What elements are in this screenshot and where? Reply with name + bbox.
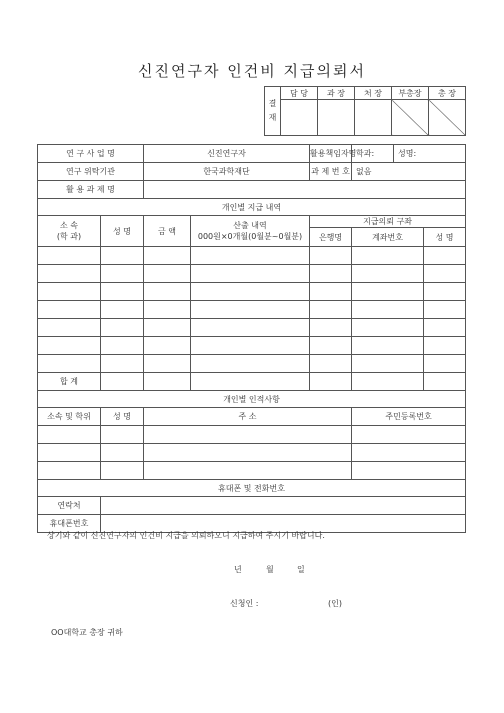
approval-sign-vice-president: [392, 100, 429, 136]
cell[interactable]: [352, 301, 424, 319]
request-statement: 상기와 같이 신진연구자의 인건비 지급을 의뢰하오니 지급하여 주시기 바랍니다.: [47, 531, 325, 540]
cell[interactable]: [144, 444, 352, 462]
cell[interactable]: [352, 247, 424, 265]
cell[interactable]: [191, 265, 310, 283]
affiliation-label: 소 속: [60, 221, 78, 230]
cell[interactable]: [352, 337, 424, 355]
cell[interactable]: [144, 426, 352, 444]
cell[interactable]: [424, 283, 466, 301]
cell[interactable]: [191, 301, 310, 319]
mobile-label: 휴대폰번호: [38, 515, 101, 533]
personal-row: [38, 462, 466, 480]
account-no-header: 계좌번호: [352, 228, 424, 247]
cell[interactable]: [101, 283, 144, 301]
bank-header: 은행명: [310, 228, 352, 247]
cell[interactable]: [310, 319, 352, 337]
approval-role-president: 총 장: [429, 87, 466, 100]
cell[interactable]: [101, 301, 144, 319]
cell[interactable]: [191, 337, 310, 355]
cell[interactable]: [310, 301, 352, 319]
cell[interactable]: [101, 337, 144, 355]
cell[interactable]: [352, 283, 424, 301]
personal-name-header: 성 명: [101, 408, 144, 426]
cell[interactable]: [310, 355, 352, 373]
cell[interactable]: [101, 426, 144, 444]
cell[interactable]: [191, 283, 310, 301]
payment-row: [38, 337, 466, 355]
account-group-header: 지급의뢰 구좌: [310, 216, 466, 228]
project-name-label: 연 구 사 업 명: [38, 145, 144, 163]
cell[interactable]: [38, 355, 101, 373]
cell[interactable]: [424, 247, 466, 265]
cell[interactable]: [191, 373, 310, 391]
cell[interactable]: [144, 319, 191, 337]
cell[interactable]: [38, 462, 101, 480]
project-name-value[interactable]: 신진연구자: [144, 145, 310, 163]
phone-field[interactable]: [101, 497, 466, 515]
cell[interactable]: [38, 247, 101, 265]
cell[interactable]: [310, 247, 352, 265]
cell[interactable]: [101, 373, 144, 391]
addressee: OO대학교 총장 귀하: [51, 628, 123, 637]
cell[interactable]: [352, 355, 424, 373]
calc-formula: 000원×0개월(0월분~0월분): [197, 232, 303, 241]
cell[interactable]: [352, 265, 424, 283]
cell[interactable]: [38, 444, 101, 462]
cell[interactable]: [424, 265, 466, 283]
cell[interactable]: [144, 337, 191, 355]
approval-sign-president: [429, 100, 466, 136]
cell[interactable]: [38, 301, 101, 319]
total-label: 합 계: [38, 373, 101, 391]
approval-role-vice-president: 부총장: [392, 87, 429, 100]
approval-sign-staff[interactable]: [281, 100, 318, 136]
agency-label: 연구 위탁기관: [38, 163, 144, 181]
cell[interactable]: [424, 319, 466, 337]
manager-name-field[interactable]: 성명:: [394, 145, 466, 163]
applicant-label: 신청인 :: [230, 599, 259, 608]
cell[interactable]: [101, 319, 144, 337]
payment-row: [38, 319, 466, 337]
approval-role-director: 처 장: [355, 87, 392, 100]
address-header: 주 소: [144, 408, 352, 426]
payment-row: [38, 355, 466, 373]
cell[interactable]: [310, 265, 352, 283]
payment-row: [38, 283, 466, 301]
cell[interactable]: [101, 265, 144, 283]
payment-row: [38, 265, 466, 283]
cell[interactable]: [352, 373, 424, 391]
task-name-label: 활 용 과 제 명: [38, 181, 144, 199]
cell[interactable]: [38, 426, 101, 444]
affiliation-sub-label: (학 과): [56, 232, 82, 241]
payment-calc-header: [191, 216, 310, 247]
cell[interactable]: [38, 319, 101, 337]
total-row: [38, 373, 466, 391]
payment-row: [38, 301, 466, 319]
task-no-value[interactable]: 없음: [352, 163, 466, 181]
cell[interactable]: [310, 283, 352, 301]
request-form: [37, 144, 466, 533]
cell[interactable]: [352, 444, 466, 462]
manager-label: 활용책임자명: [310, 145, 352, 163]
approval-sign-director[interactable]: [355, 100, 392, 136]
date-month-label: 월: [266, 565, 274, 574]
approval-role-staff: 담 당: [281, 87, 318, 100]
cell[interactable]: [101, 444, 144, 462]
cell[interactable]: [144, 283, 191, 301]
payment-row: [38, 247, 466, 265]
cell[interactable]: [310, 337, 352, 355]
cell[interactable]: [191, 319, 310, 337]
cell[interactable]: [144, 462, 352, 480]
payment-affiliation-header: [38, 216, 101, 247]
cell[interactable]: [352, 426, 466, 444]
payment-amount-header: 금 액: [144, 216, 191, 247]
task-no-label: 과 제 번 호: [310, 163, 352, 181]
cell[interactable]: [101, 462, 144, 480]
cell[interactable]: [424, 301, 466, 319]
personal-row: [38, 426, 466, 444]
cell[interactable]: [352, 319, 424, 337]
payment-section-title: 개인별 지급 내역: [38, 199, 466, 216]
date-day-label: 일: [297, 565, 305, 574]
calc-label: 산출 내역: [233, 221, 267, 230]
personal-row: [38, 444, 466, 462]
cell[interactable]: [101, 355, 144, 373]
date-year-label: 년: [234, 565, 242, 574]
cell[interactable]: [144, 355, 191, 373]
cell[interactable]: [352, 462, 466, 480]
cell[interactable]: [310, 373, 352, 391]
approval-label: 결 재: [265, 87, 281, 136]
cell[interactable]: [101, 247, 144, 265]
cell[interactable]: [424, 373, 466, 391]
total-amount[interactable]: [144, 373, 191, 391]
contact-section-title: 휴대폰 및 전화번호: [38, 480, 466, 497]
approval-role-section-chief: 과 장: [318, 87, 355, 100]
cell[interactable]: [38, 283, 101, 301]
holder-header: 성 명: [424, 228, 466, 247]
cell[interactable]: [424, 337, 466, 355]
cell[interactable]: [191, 355, 310, 373]
id-no-header: 주민등록번호: [352, 408, 466, 426]
phone-label: 연락처: [38, 497, 101, 515]
seal-label: (인): [328, 599, 342, 608]
cell[interactable]: [38, 265, 101, 283]
agency-value[interactable]: 한국과학재단: [144, 163, 310, 181]
cell[interactable]: [191, 247, 310, 265]
payment-name-header: 성 명: [101, 216, 144, 247]
approval-sign-section-chief[interactable]: [318, 100, 355, 136]
personal-section-title: 개인별 인적사항: [38, 391, 466, 408]
cell[interactable]: [144, 247, 191, 265]
task-name-value[interactable]: [144, 181, 466, 199]
document-title: 신진연구자 인건비 지급의뢰서: [138, 62, 366, 80]
cell[interactable]: [144, 265, 191, 283]
cell[interactable]: [424, 355, 466, 373]
manager-dept-field[interactable]: 학과:: [352, 145, 394, 163]
cell[interactable]: [144, 301, 191, 319]
aff-degree-header: 소속 및 학위: [38, 408, 101, 426]
approval-box: [264, 86, 466, 136]
cell[interactable]: [38, 337, 101, 355]
